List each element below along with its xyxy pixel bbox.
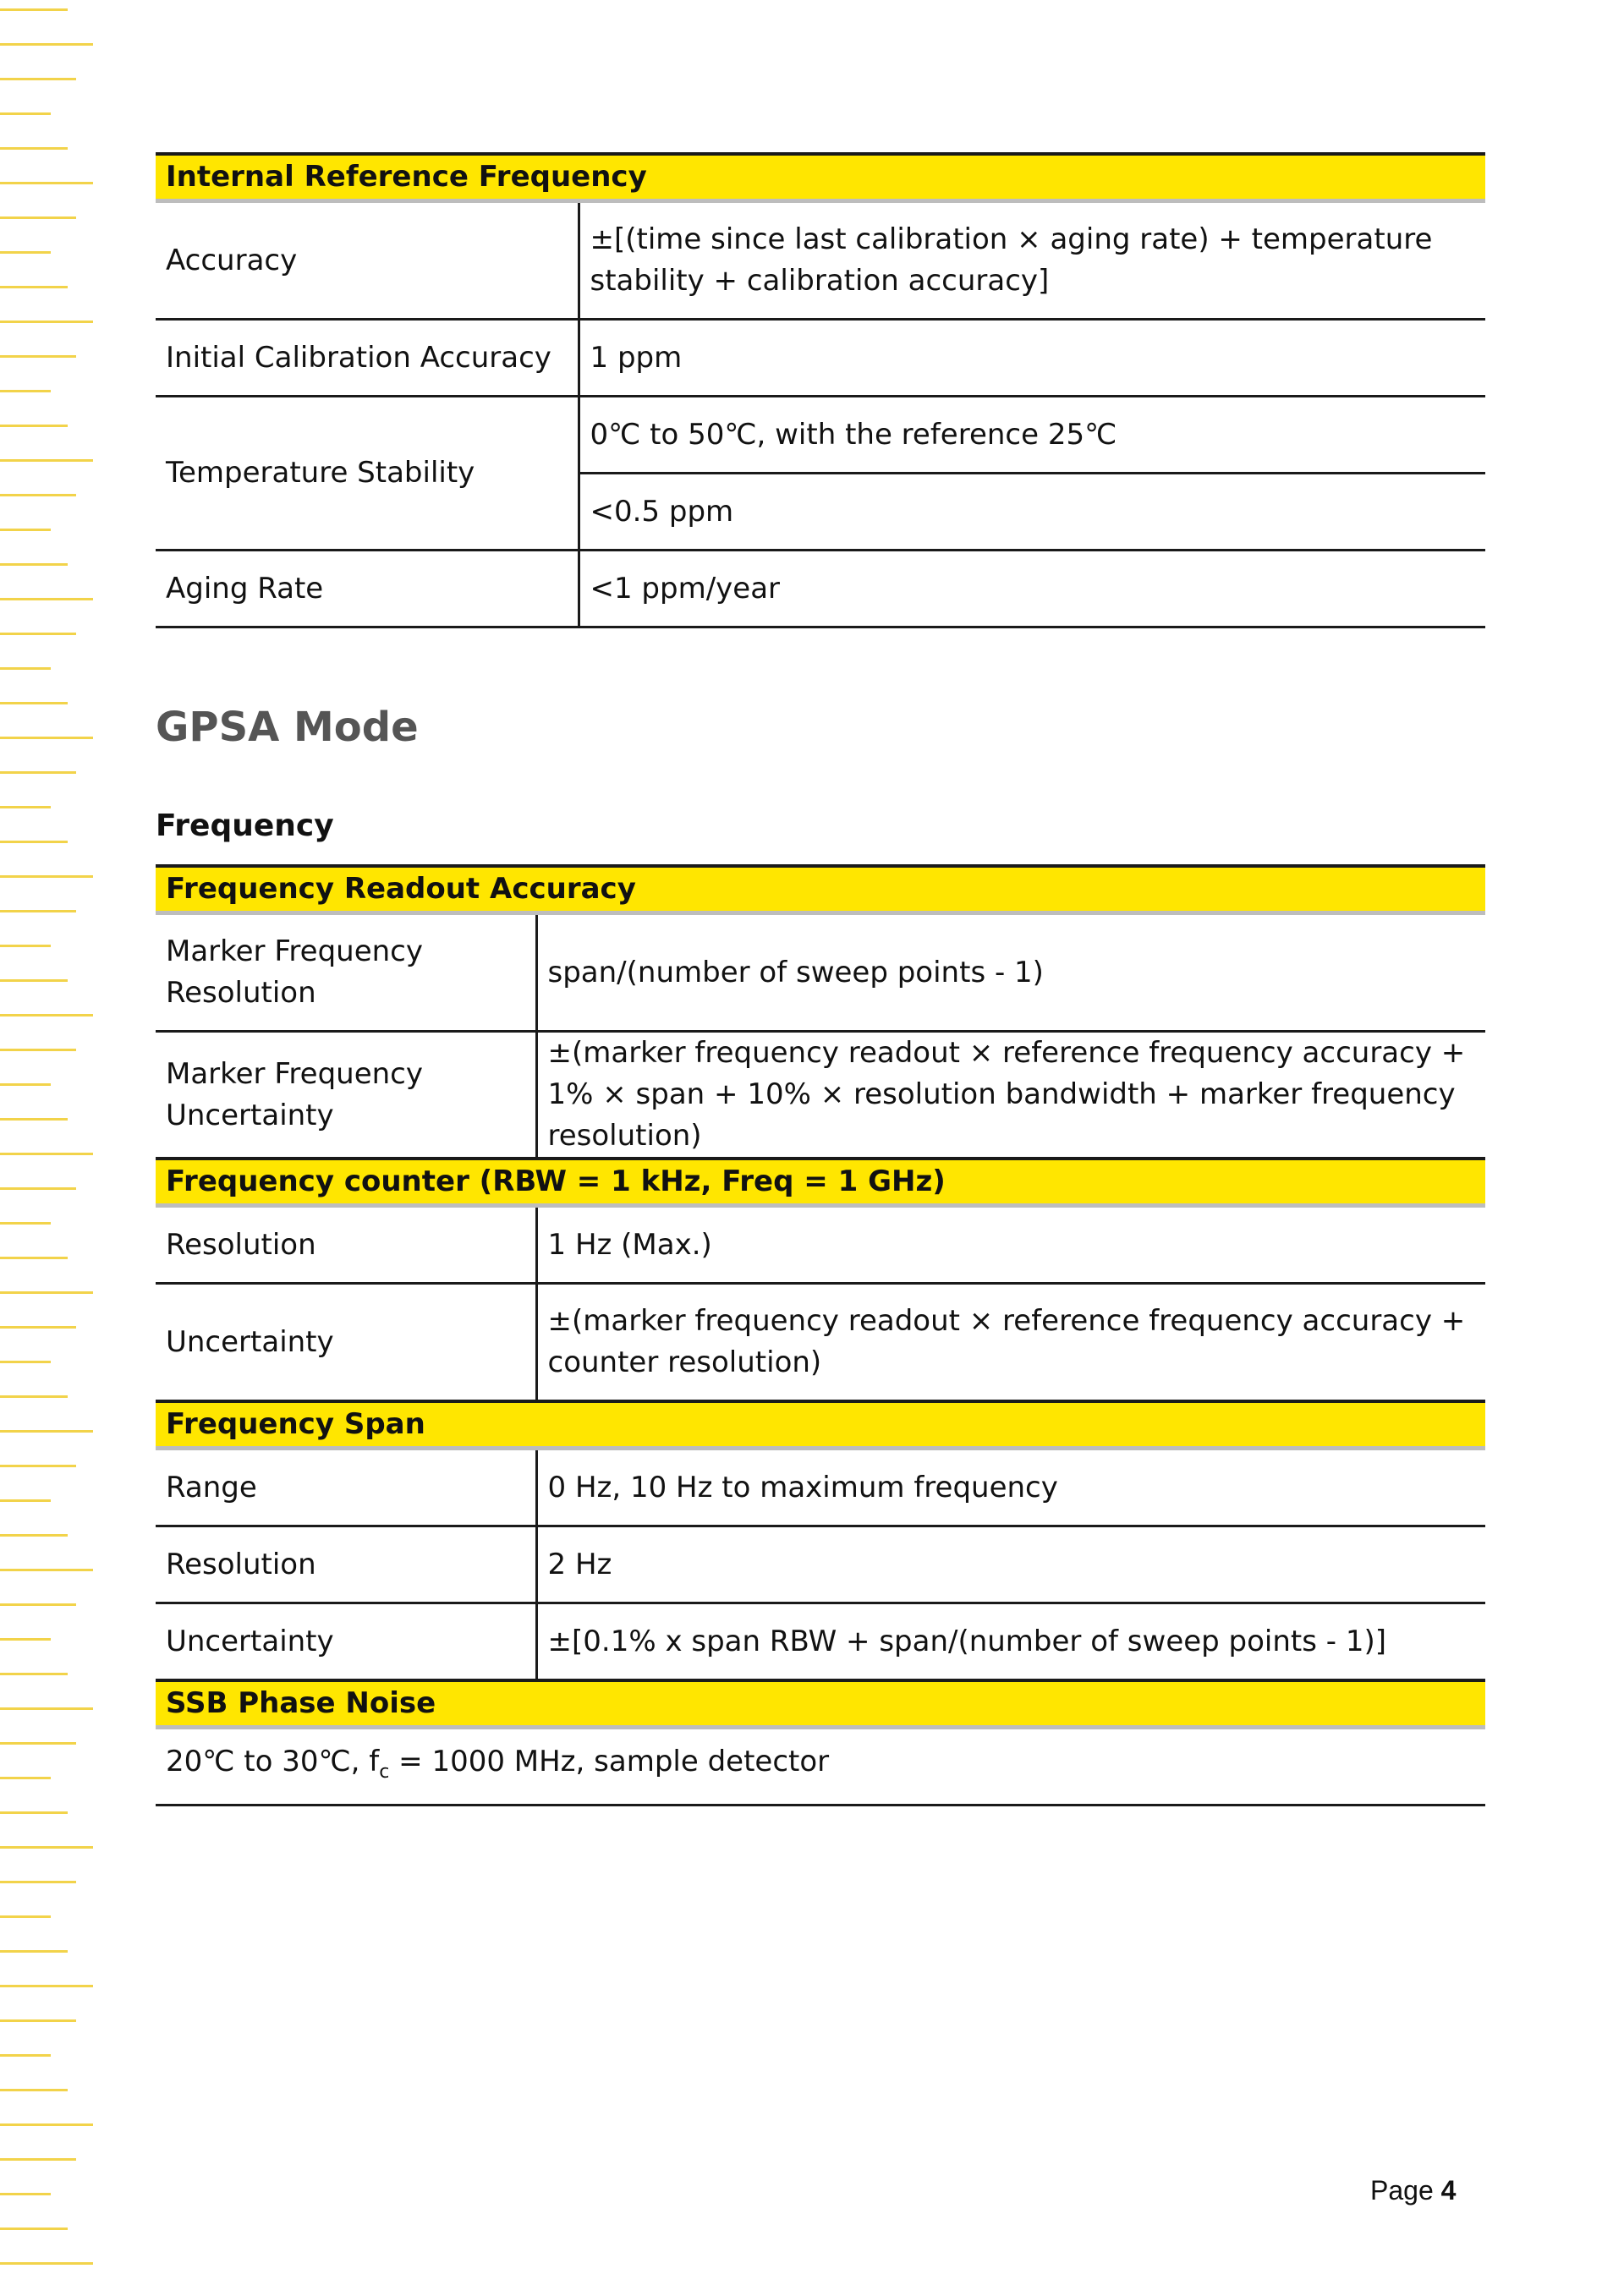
margin-tick xyxy=(0,1465,76,1467)
table-row xyxy=(156,913,1485,1032)
margin-tick xyxy=(0,771,76,774)
margin-tick xyxy=(0,702,68,704)
section-title: GPSA Mode xyxy=(156,704,419,751)
margin-tick xyxy=(0,598,93,600)
margin-tick xyxy=(0,2054,51,2057)
margin-tick xyxy=(0,286,68,288)
spec-value: 0 Hz, 10 Hz to maximum frequency xyxy=(536,1449,1485,1526)
table-row xyxy=(156,1032,1485,1159)
spec-value: <1 ppm/year xyxy=(579,551,1485,627)
margin-tick xyxy=(0,1222,51,1225)
table-header: Frequency counter (RBW = 1 kHz, Freq = 1 GHz) xyxy=(156,1159,1485,1206)
margin-tick xyxy=(0,494,76,496)
spec-label: Marker Frequency Resolution xyxy=(156,913,536,1032)
table-header: SSB Phase Noise xyxy=(156,1680,1485,1728)
margin-tick xyxy=(0,806,51,808)
spec-label: Accuracy xyxy=(156,201,579,320)
margin-tick xyxy=(0,251,51,254)
margin-tick xyxy=(0,2262,93,2265)
page-number: 4 xyxy=(1440,2175,1457,2206)
margin-tick xyxy=(0,2228,68,2230)
spec-label: Uncertainty xyxy=(156,1603,536,1681)
margin-tick xyxy=(0,1118,68,1121)
margin-tick xyxy=(0,147,68,150)
spec-value: 2 Hz xyxy=(536,1526,1485,1603)
spec-value: 0℃ to 50℃, with the reference 25℃ xyxy=(579,397,1485,474)
table-row xyxy=(156,1603,1485,1681)
spec-value: 1 ppm xyxy=(579,320,1485,397)
margin-tick xyxy=(0,1291,93,1294)
margin-tick xyxy=(0,563,68,566)
margin-tick xyxy=(0,390,51,392)
margin-tick xyxy=(0,425,68,427)
margin-tick xyxy=(0,1499,51,1502)
table-row xyxy=(156,1526,1485,1603)
table-header: Frequency Span xyxy=(156,1401,1485,1449)
margin-tick xyxy=(0,1950,68,1953)
spec-value: ±(marker frequency readout × reference frequency accuracy + 1% × span + 10% × resolution bandwidth + marker frequency resolution) xyxy=(536,1032,1485,1159)
frequency-spec-table xyxy=(156,864,1485,1806)
margin-tick xyxy=(0,529,51,531)
margin-tick xyxy=(0,1187,76,1190)
table-row xyxy=(156,1284,1485,1402)
margin-tick xyxy=(0,1153,93,1155)
spec-label: Resolution xyxy=(156,1206,536,1284)
page-label: Page xyxy=(1370,2175,1434,2206)
margin-tick xyxy=(0,737,93,739)
margin-tick xyxy=(0,1083,51,1086)
spec-value: 1 Hz (Max.) xyxy=(536,1206,1485,1284)
margin-tick xyxy=(0,2193,51,2195)
margin-tick xyxy=(0,2158,76,2161)
margin-tick xyxy=(0,459,93,462)
margin-tick xyxy=(0,945,51,947)
margin-tick xyxy=(0,8,68,11)
margin-tick xyxy=(0,1811,68,1814)
margin-tick xyxy=(0,1257,68,1259)
margin-tick xyxy=(0,1361,51,1363)
margin-tick xyxy=(0,1049,76,1051)
page-footer xyxy=(1370,2175,1456,2206)
ssb-phase-noise-note xyxy=(156,1728,1485,1806)
spec-value: ±[0.1% x span RBW + span/(number of sweep points - 1)] xyxy=(536,1603,1485,1681)
margin-tick xyxy=(0,1326,76,1329)
table-row xyxy=(156,320,1485,397)
margin-tick xyxy=(0,1707,93,1710)
margin-tick xyxy=(0,1395,68,1398)
table-row xyxy=(156,1728,1485,1806)
table-row xyxy=(156,1449,1485,1526)
frequency-section xyxy=(156,864,1485,1806)
margin-tick xyxy=(0,1915,51,1918)
table-header-row xyxy=(156,1680,1485,1728)
margin-tick xyxy=(0,1985,93,1987)
margin-tick xyxy=(0,2019,76,2022)
spec-label: Temperature Stability xyxy=(156,397,579,551)
margin-tick-decoration xyxy=(0,0,102,2296)
note-text: 20℃ to 30℃, f xyxy=(166,1744,380,1778)
note-subscript: c xyxy=(379,1761,390,1783)
margin-tick xyxy=(0,875,93,878)
subsection-title: Frequency xyxy=(156,808,334,843)
spec-label: Uncertainty xyxy=(156,1284,536,1402)
table-header-row xyxy=(156,1401,1485,1449)
table-row xyxy=(156,397,1485,474)
margin-tick xyxy=(0,1569,93,1571)
spec-value: <0.5 ppm xyxy=(579,474,1485,551)
table-row xyxy=(156,551,1485,627)
margin-tick xyxy=(0,910,76,912)
margin-tick xyxy=(0,979,68,982)
margin-tick xyxy=(0,355,76,358)
spec-label: Aging Rate xyxy=(156,551,579,627)
margin-tick xyxy=(0,182,93,184)
margin-tick xyxy=(0,1846,93,1849)
table-header: Internal Reference Frequency xyxy=(156,154,1485,201)
margin-tick xyxy=(0,667,51,670)
note-text: = 1000 MHz, sample detector xyxy=(389,1744,830,1778)
margin-tick xyxy=(0,1777,51,1779)
table-header-row xyxy=(156,866,1485,913)
table-header-row xyxy=(156,1159,1485,1206)
spec-label: Marker Frequency Uncertainty xyxy=(156,1032,536,1159)
margin-tick xyxy=(0,1673,68,1675)
margin-tick xyxy=(0,1881,76,1883)
margin-tick xyxy=(0,633,76,635)
spec-value: ±[(time since last calibration × aging rate) + temperature stability + calibration accuracy] xyxy=(579,201,1485,320)
internal-reference-frequency-table xyxy=(156,152,1485,628)
table-row xyxy=(156,201,1485,320)
margin-tick xyxy=(0,1430,93,1433)
margin-tick xyxy=(0,2089,68,2091)
margin-tick xyxy=(0,112,51,115)
margin-tick xyxy=(0,1638,51,1641)
margin-tick xyxy=(0,43,93,46)
spec-label: Range xyxy=(156,1449,536,1526)
spec-label: Resolution xyxy=(156,1526,536,1603)
spec-value: span/(number of sweep points - 1) xyxy=(536,913,1485,1032)
margin-tick xyxy=(0,78,76,80)
table-row xyxy=(156,1206,1485,1284)
margin-tick xyxy=(0,216,76,219)
reference-frequency-section xyxy=(156,152,1485,628)
margin-tick xyxy=(0,321,93,323)
spec-value: ±(marker frequency readout × reference frequency accuracy + counter resolution) xyxy=(536,1284,1485,1402)
margin-tick xyxy=(0,841,68,843)
table-header-row xyxy=(156,154,1485,201)
table-header: Frequency Readout Accuracy xyxy=(156,866,1485,913)
margin-tick xyxy=(0,1534,68,1537)
spec-label: Initial Calibration Accuracy xyxy=(156,320,579,397)
margin-tick xyxy=(0,1603,76,1606)
margin-tick xyxy=(0,1742,76,1745)
margin-tick xyxy=(0,1014,93,1016)
margin-tick xyxy=(0,2123,93,2126)
